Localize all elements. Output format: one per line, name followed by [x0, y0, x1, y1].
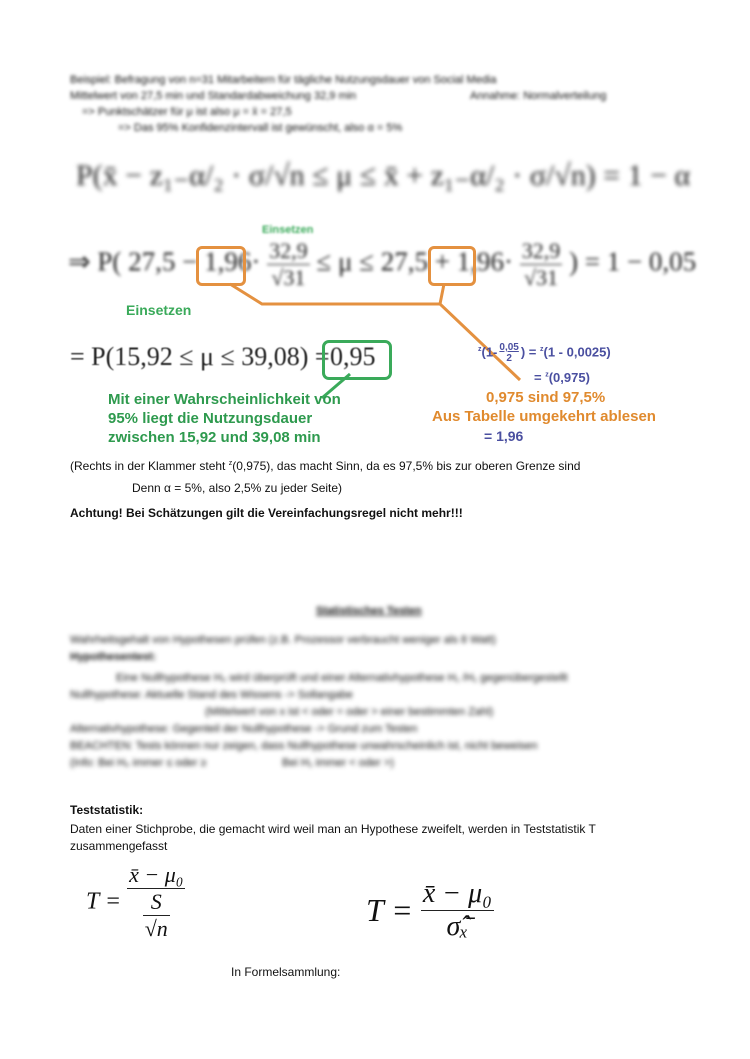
- formula2-rhs: ) = 1 − 0,05: [568, 246, 697, 277]
- green-conclusion-line-1: Mit einer Wahrscheinlichkeit von: [108, 391, 341, 408]
- formula2-den-1: √31: [267, 264, 310, 291]
- formula2-sqrtn-1: 31: [283, 265, 306, 290]
- blue-calc-tail: (1 - 0,0025): [543, 344, 611, 360]
- green-conclusion-line-3: zwischen 15,92 und 39,08 min: [108, 429, 321, 446]
- blue-calc-line-2: [534, 370, 590, 385]
- result-value: 0,95: [330, 342, 376, 371]
- formula2-z2: 1,96: [456, 246, 504, 277]
- formula-t-sample: [86, 862, 185, 942]
- green-conclusion: [108, 390, 341, 447]
- section-line-8b: Bei H₁ immer < oder >): [282, 757, 394, 769]
- formula-t1-frac: [127, 862, 185, 942]
- blue-calc-pre: (1-: [481, 344, 498, 360]
- note-line-2: Denn α = 5%, also 2,5% zu jeder Seite): [132, 481, 343, 495]
- formelsammlung-label: In Formelsammlung:: [231, 965, 341, 979]
- blue-calc-line-2-eq: =: [534, 370, 546, 385]
- section-line-4: Nullhypothese: Aktuelle Stand des Wissens -> Sollangabe: [70, 689, 353, 701]
- confidence-formula-text: P(x̄ − z₁₋α/₂ · σ/√n ≤ μ ≤ x̄ + z₁₋α/₂ · σ/√n) = 1 − α: [76, 159, 691, 192]
- formula-t1-lhs: T =: [86, 888, 122, 915]
- blue-calc-frac: [497, 342, 520, 364]
- formula2-sigma-1: 32,9: [269, 238, 308, 263]
- section-line-3: Eine Nullhypothese H₀ wird überprüft und einer Alternativhypothese H₁ /H₁ gegenübergestellt: [116, 672, 568, 684]
- z-value-result: = 1,96: [484, 428, 524, 444]
- dot-op-1: ·: [251, 246, 261, 277]
- note-explanation: [70, 456, 690, 496]
- header-line-3: => Punktschätzer für μ ist also μ = x̄ = 27,5: [82, 106, 292, 118]
- orange-calc-line-2: Aus Tabelle umgekehrt ablesen: [432, 408, 656, 425]
- header-line-4: => Das 95% Konfidenzintervall ist gewünscht, also α = 5%: [118, 122, 403, 134]
- result-formula-lhs: = P(15,92 ≤ μ ≤ 39,08) =: [70, 342, 330, 371]
- teststatistik-text: [70, 821, 690, 855]
- header-line-2-left: Mittelwert von 27,5 min und Standardabweichung 32,9 min: [70, 90, 357, 102]
- formula2-prefix: ⇒ P(: [68, 246, 122, 277]
- warning-text: Achtung! Bei Schätzungen gilt die Vereinfachungsregel nicht mehr!!!: [70, 506, 463, 520]
- header-line-2-right: Annahme: Normalverteilung: [470, 90, 607, 102]
- blurred-section: [70, 632, 690, 772]
- teststatistik-line-2: zusammengefasst: [70, 839, 168, 853]
- formula2-sigma-2: 32,9: [521, 238, 561, 263]
- formula-t1-inner-frac: [143, 889, 170, 942]
- orange-calc-line-1: 0,975 sind 97,5%: [486, 389, 606, 406]
- section-line-2: Hypothesentest:: [70, 651, 157, 663]
- blurred-section-title: Statistisches Testen: [316, 605, 422, 617]
- plus-sign: +: [434, 246, 450, 277]
- z-sup-2: z: [540, 346, 544, 354]
- section-line-8: [70, 755, 690, 772]
- teststatistik-heading: Teststatistik:: [70, 803, 144, 817]
- formula2-sqrtn-2: 31: [536, 265, 559, 290]
- blue-calc-line-1: [478, 342, 611, 364]
- formula2-mean2: 27,5: [380, 246, 428, 277]
- teststatistik-line-1: Daten einer Stichprobe, die gemacht wird weil man an Hypothese zweifelt, werden in Teststatistik T: [70, 822, 596, 836]
- einsetzen-top-label: Einsetzen: [262, 224, 314, 236]
- formula2-z1: 1,96: [204, 246, 252, 277]
- formula-t2-lhs: T =: [366, 892, 413, 928]
- z-sup-1: z: [478, 346, 482, 354]
- formula-t2-frac: [421, 878, 494, 943]
- formula-t2-den: σ̂ₓ̄: [421, 910, 494, 943]
- section-line-7: BEACHTEN: Tests können nur zeigen, dass Nullhypothese unwahrscheinlich ist, nicht beweisen: [70, 740, 538, 752]
- section-line-6: Alternativhypothese: Gegenteil der Nullhypothese -> Grund zum Testen: [70, 723, 418, 735]
- formula-t1-num: x̄ − μ₀: [129, 862, 184, 887]
- note-line-1-b: (0,975), das macht Sinn, da es 97,5% bis zur oberen Grenze sind: [232, 459, 581, 473]
- dot-op-2: ·: [503, 246, 513, 277]
- formula2-mean1: 27,5: [128, 246, 176, 277]
- note-line-1-sup: z: [228, 460, 233, 467]
- formula-t1-sqrt: √n: [144, 916, 168, 941]
- section-line-8a: (Info: Bei H₀ immer ≤ oder ≥: [70, 757, 207, 769]
- header-line-1: Beispiel: Befragung von n=31 Mitarbeitern für tägliche Nutzungsdauer von Social Media: [70, 74, 497, 86]
- formula-t2-num: x̄ − μ₀: [422, 878, 492, 909]
- section-line-1: Wahrheitsgehalt von Hypothesen prüfen (z.B. Prozessor verbraucht weniger als 8 Watt): [70, 634, 496, 646]
- blue-calc-post: ) =: [520, 344, 541, 360]
- formula-t1-den: [127, 888, 185, 942]
- formula-t-formelsammlung: [366, 878, 494, 943]
- note-line-1: [70, 456, 690, 474]
- formula2-mid: ≤ μ ≤: [316, 246, 374, 277]
- blue-calc-line-2-tail: (0,975): [548, 370, 590, 385]
- minus-sign: −: [182, 246, 198, 277]
- formula-t1-s: S: [150, 889, 162, 914]
- section-line-5: (Mittelwert von x ist < oder = oder > einer bestimmten Zahl): [205, 706, 494, 718]
- green-conclusion-line-2: 95% liegt die Nutzungsdauer: [108, 410, 313, 427]
- blue-frac-num: 0,05: [499, 342, 519, 353]
- formula2-den-2: √31: [520, 264, 563, 291]
- note-line-1-a: (Rechts in der Klammer steht: [70, 459, 229, 473]
- blue-frac-den: 2: [506, 353, 512, 364]
- z-sup-3: z: [545, 371, 549, 379]
- einsetzen-left-label: Einsetzen: [126, 302, 192, 318]
